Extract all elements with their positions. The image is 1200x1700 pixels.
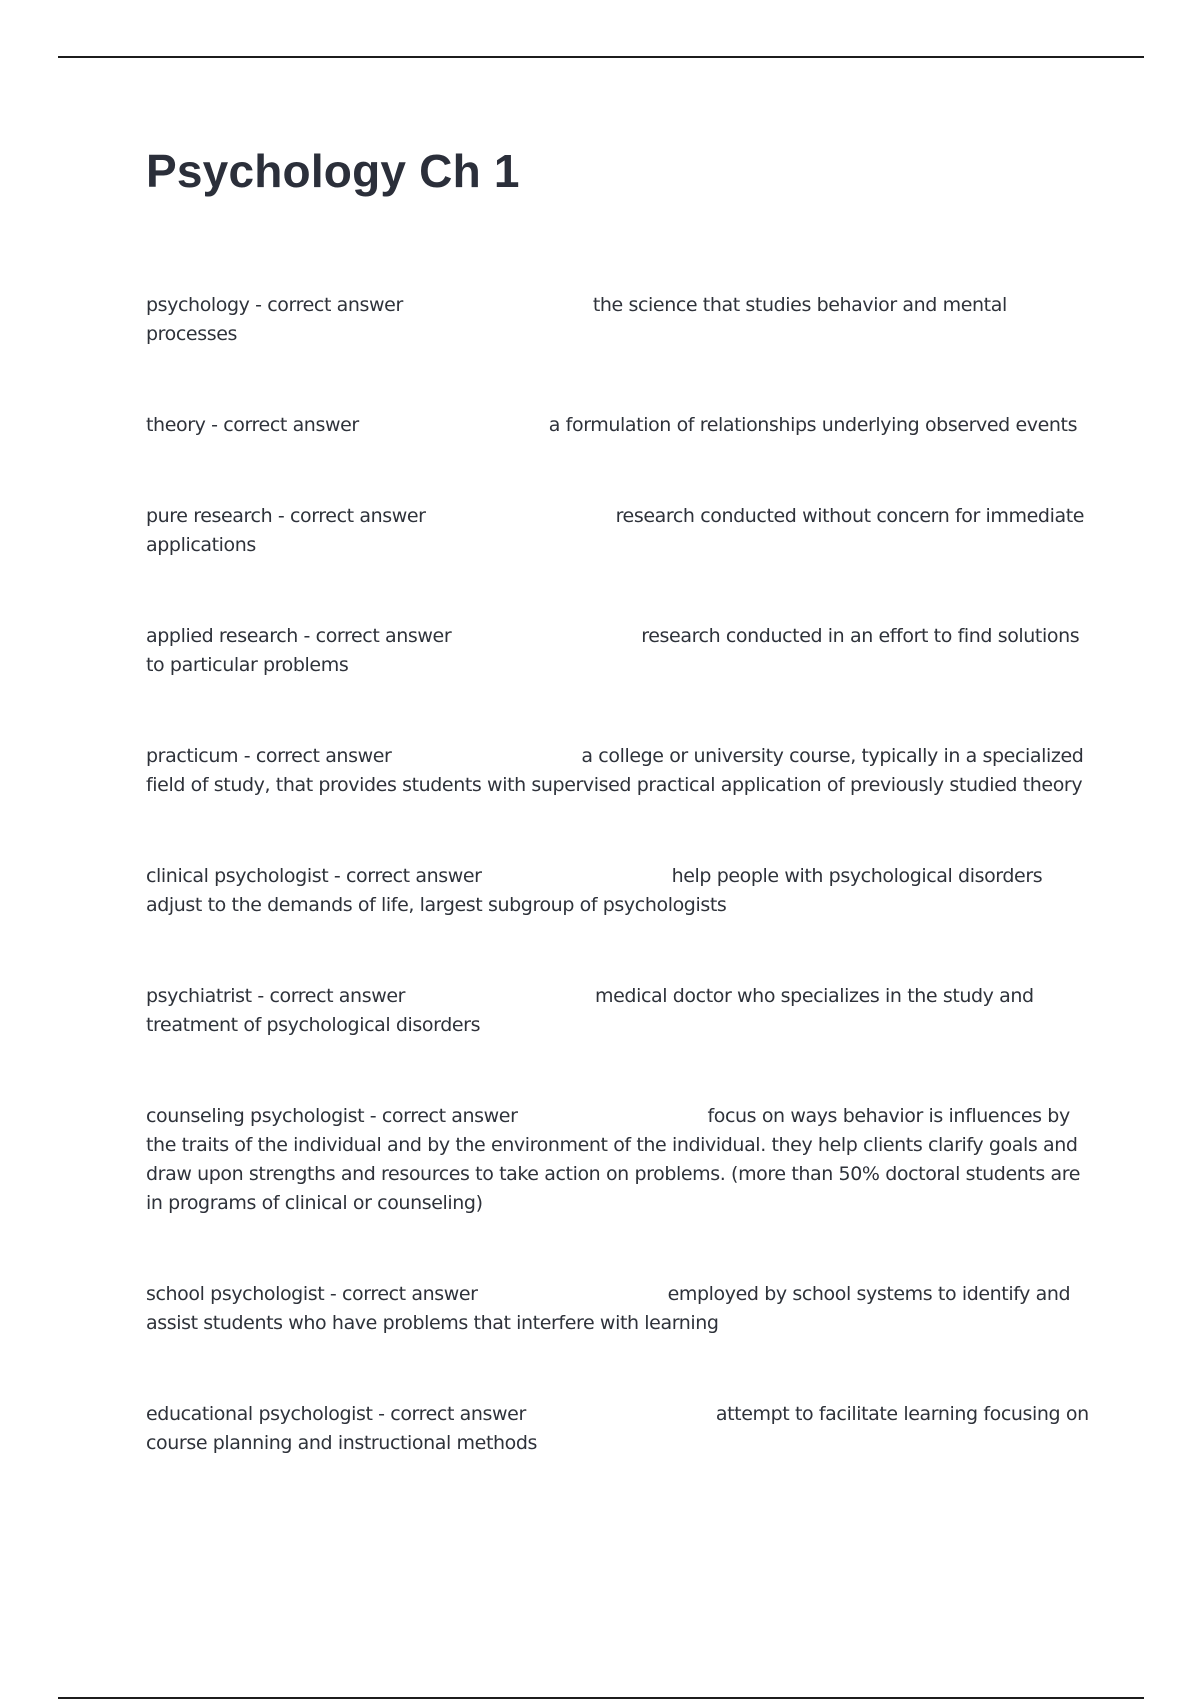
entry-definition: attempt to facilitate learning focusing on course planning and instructional methods [146,1403,1089,1454]
flashcard-entry [146,502,1096,560]
bottom-divider [58,1697,1144,1699]
entry-term: theory - correct answer [146,414,359,436]
entry-term: pure research - correct answer [146,505,426,527]
entry-term: practicum - correct answer [146,745,392,767]
entry-definition: the science that studies behavior and mental processes [146,294,1007,345]
flashcard-entry [146,622,1096,680]
flashcard-list [146,291,1096,1458]
entry-definition: help people with psychological disorders adjust to the demands of life, largest subgroup of psychologists [146,865,1043,916]
flashcard-entry [146,291,1096,349]
entry-definition: focus on ways behavior is influences by the traits of the individual and by the environment of the individual. they help clients clarify goals and draw upon strengths and resources to take action on problems. (more than 50% doctoral students are in programs of clinical or counseling) [146,1105,1081,1214]
entry-term: applied research - correct answer [146,625,452,647]
flashcard-entry [146,982,1096,1040]
entry-definition: a formulation of relationships underlying observed events [548,414,1078,436]
entry-definition: medical doctor who specializes in the study and treatment of psychological disorders [146,985,1034,1036]
entry-definition: research conducted in an effort to find solutions to particular problems [146,625,1080,676]
entry-definition: research conducted without concern for immediate applications [146,505,1085,556]
entry-term: counseling psychologist - correct answer [146,1105,518,1127]
entry-term: educational psychologist - correct answer [146,1403,526,1425]
flashcard-entry [146,742,1096,800]
flashcard-entry [146,862,1096,920]
page-title: Psychology Ch 1 [146,145,520,197]
entry-term: psychiatrist - correct answer [146,985,406,1007]
entry-definition: employed by school systems to identify and assist students who have problems that interfere with learning [146,1283,1071,1334]
entry-definition: a college or university course, typically in a specialized field of study, that provides students with supervised practical application of previously studied theory [146,745,1084,796]
flashcard-entry [146,411,1096,440]
flashcard-entry [146,1280,1096,1338]
flashcard-entry [146,1400,1096,1458]
entry-term: clinical psychologist - correct answer [146,865,482,887]
entry-term: psychology - correct answer [146,294,403,316]
entry-term: school psychologist - correct answer [146,1283,478,1305]
flashcard-entry [146,1102,1096,1218]
top-divider [58,56,1144,58]
